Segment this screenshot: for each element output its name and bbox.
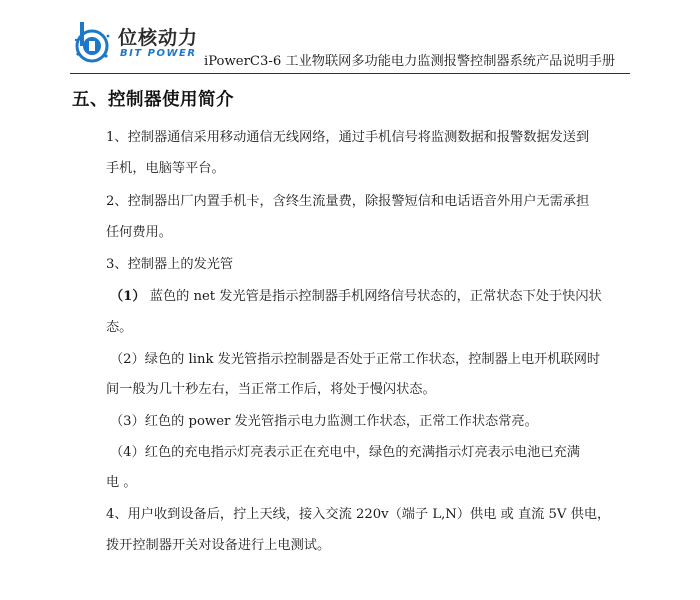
led-item-1-line-1 [110,285,602,304]
section-heading: 五、控制器使用简介 [72,90,234,110]
led-item-4-line-2: 电 。 [106,475,137,490]
paragraph-2-line-2: 任何费用。 [106,225,172,240]
led-item-4-line-1: （4）红色的充电指示灯亮表示正在充电中，绿色的充满指示灯亮表示电池已充满 [110,445,580,460]
paragraph-3-heading: 3、控制器上的发光管 [106,257,234,272]
paragraph-1-line-2: 手机，电脑等平台。 [106,161,225,176]
led-item-3: （3）红色的 power 发光管指示电力监测工作状态，正常工作状态常亮。 [110,414,538,429]
header-divider [70,73,630,74]
logo-english-name: BIT POWER [120,48,197,59]
led-item-1-line-2: 态。 [106,320,133,335]
paragraph-4-line-1: 4、用户收到设备后，拧上天线，接入交流 220v（端子 L,N）供电 或 直流 5V 供电， [106,507,611,522]
bit-power-logo-icon [72,20,116,64]
paragraph-2-line-1: 2、控制器出厂内置手机卡，含终生流量费，除报警短信和电话语音外用户无需承担 [106,194,590,209]
brand-logo [72,20,202,64]
led-item-1-number: （1） [110,289,146,304]
led-item-2-line-2: 间一般为几十秒左右，当正常工作后，将处于慢闪状态。 [106,382,436,397]
led-item-1-text: 蓝色的 net 发光管是指示控制器手机网络信号状态的，正常状态下处于快闪状 [145,289,602,304]
paragraph-4-line-2: 拨开控制器开关对设备进行上电测试。 [106,538,331,553]
paragraph-1-line-1: 1、控制器通信采用移动通信无线网络，通过手机信号将监测数据和报警数据发送到 [106,130,590,145]
logo-chinese-name: 位核动力 [118,27,199,49]
led-item-2-line-1: （2）绿色的 link 发光管指示控制器是否处于正常工作状态，控制器上电开机联网时 [110,352,601,367]
document-title: iPowerC3-6 工业物联网多功能电力监测报警控制器系统产品说明手册 [204,54,616,69]
